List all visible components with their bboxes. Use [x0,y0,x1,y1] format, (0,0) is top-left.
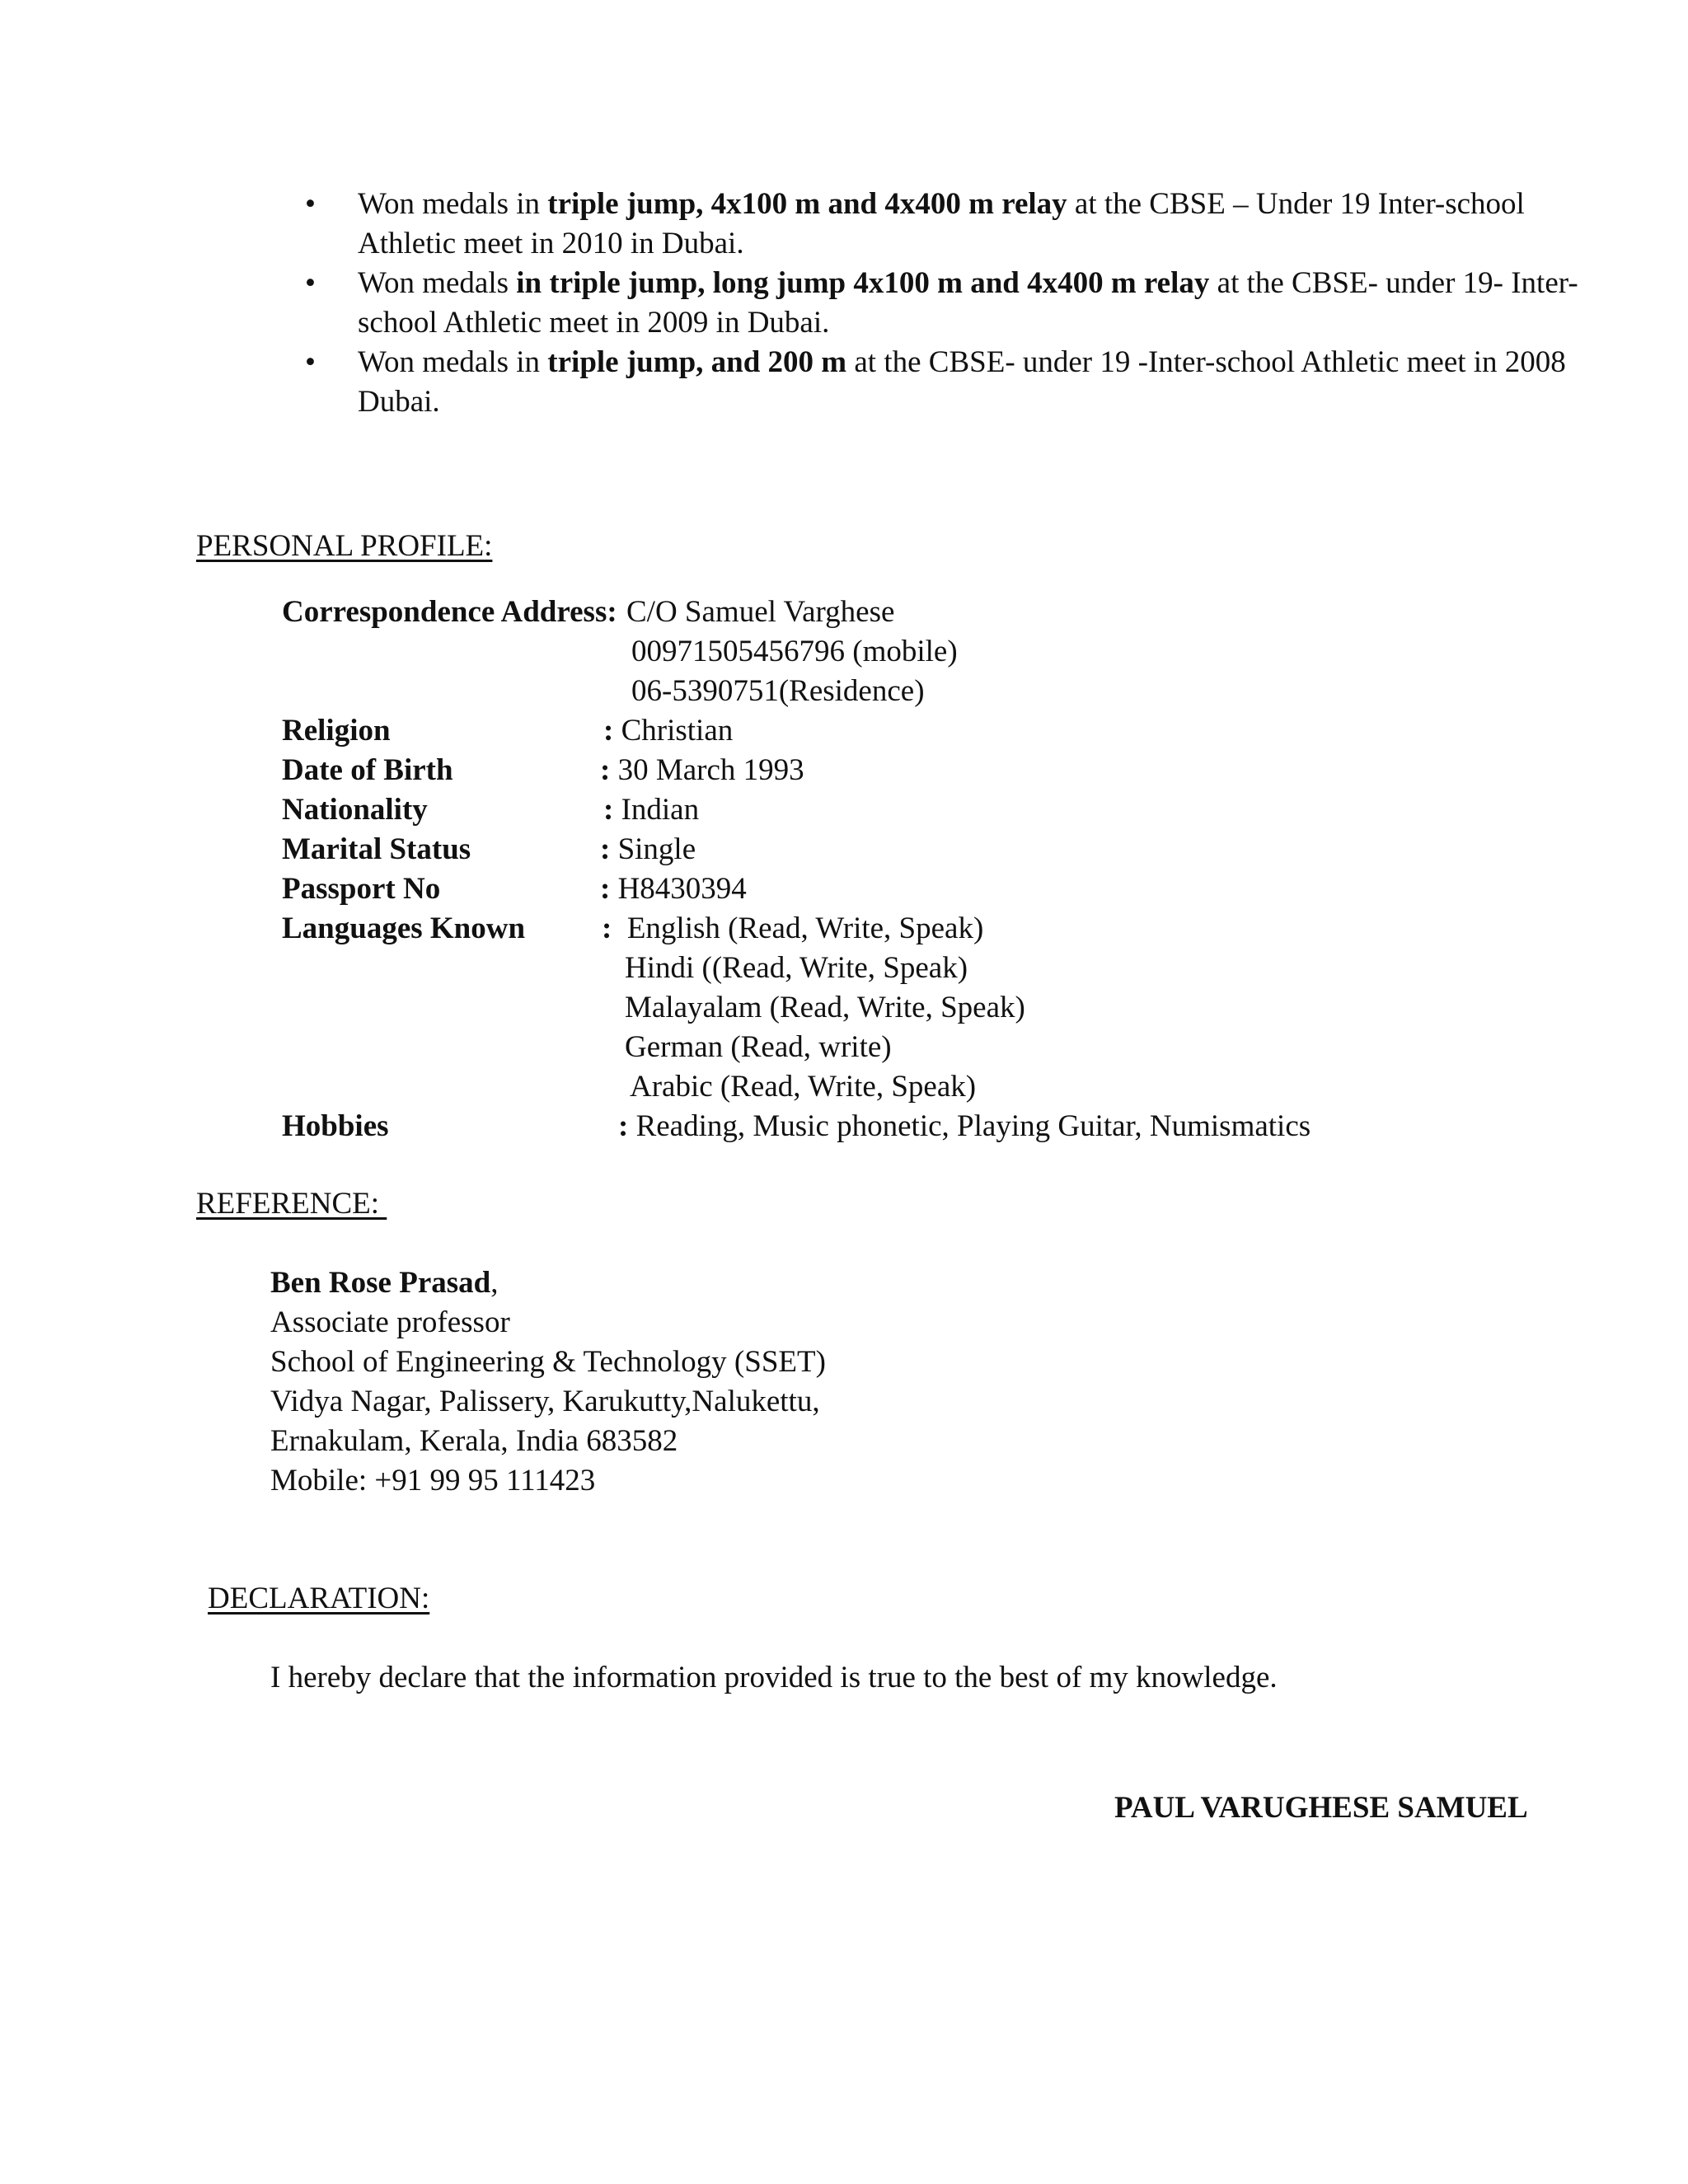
list-item-line: Won medals in triple jump, and 200 m at the CBSE- under 19 -Inter-school Athletic meet in 2008 [358,345,1566,379]
hobbies-value: : Reading, Music phonetic, Playing Guitar, Numismatics [618,1109,1311,1143]
dob-label: Date of Birth [282,753,453,787]
personal-profile-heading: PERSONAL PROFILE: [196,529,493,563]
reference-line: Vidya Nagar, Palissery, Karukutty,Nalukettu, [270,1385,820,1418]
religion-label: Religion [282,714,391,748]
address-line: C/O Samuel Varghese [626,595,895,629]
nationality-label: Nationality [282,793,428,827]
bullet-icon: • [305,345,316,379]
religion-value: : Christian [603,714,734,748]
passport-value: : H8430394 [600,872,747,906]
address-line: 00971505456796 (mobile) [631,635,958,668]
language-item: Hindi ((Read, Write, Speak) [625,951,968,985]
reference-line: School of Engineering & Technology (SSET) [270,1345,826,1379]
bullet-icon: • [305,187,316,221]
bullet-icon: • [305,266,316,300]
reference-line: Ernakulam, Kerala, India 683582 [270,1424,678,1458]
hobbies-label: Hobbies [282,1109,389,1143]
languages-value: : English (Read, Write, Speak) [602,912,984,945]
languages-label: Languages Known [282,912,526,945]
marital-status-label: Marital Status [282,832,471,866]
signature-name: PAUL VARUGHESE SAMUEL [1114,1791,1528,1825]
list-item-line: Won medals in triple jump, 4x100 m and 4x400 m relay at the CBSE – Under 19 Inter-school [358,187,1525,221]
list-item-line: Athletic meet in 2010 in Dubai. [358,227,744,260]
passport-label: Passport No [282,872,441,906]
declaration-text: I hereby declare that the information provided is true to the best of my knowledge. [270,1661,1278,1694]
language-item: German (Read, write) [625,1030,892,1064]
language-item: Arabic (Read, Write, Speak) [630,1070,977,1104]
reference-heading: REFERENCE: [196,1187,387,1221]
address-line: 06-5390751(Residence) [631,674,925,708]
address-label: Correspondence Address: [282,595,617,629]
list-item-line: Won medals in triple jump, long jump 4x100 m and 4x400 m relay at the CBSE- under 19- Inter- [358,266,1578,300]
list-item-line: school Athletic meet in 2009 in Dubai. [358,306,830,340]
dob-value: : 30 March 1993 [600,753,804,787]
nationality-value: : Indian [603,793,700,827]
list-item-line: Dubai. [358,385,440,419]
reference-name: Ben Rose Prasad, [270,1266,499,1300]
reference-line: Associate professor [270,1305,510,1339]
marital-status-value: : Single [600,832,696,866]
declaration-heading: DECLARATION: [208,1582,430,1615]
reference-line: Mobile: +91 99 95 111423 [270,1464,596,1497]
language-item: Malayalam (Read, Write, Speak) [625,991,1025,1024]
